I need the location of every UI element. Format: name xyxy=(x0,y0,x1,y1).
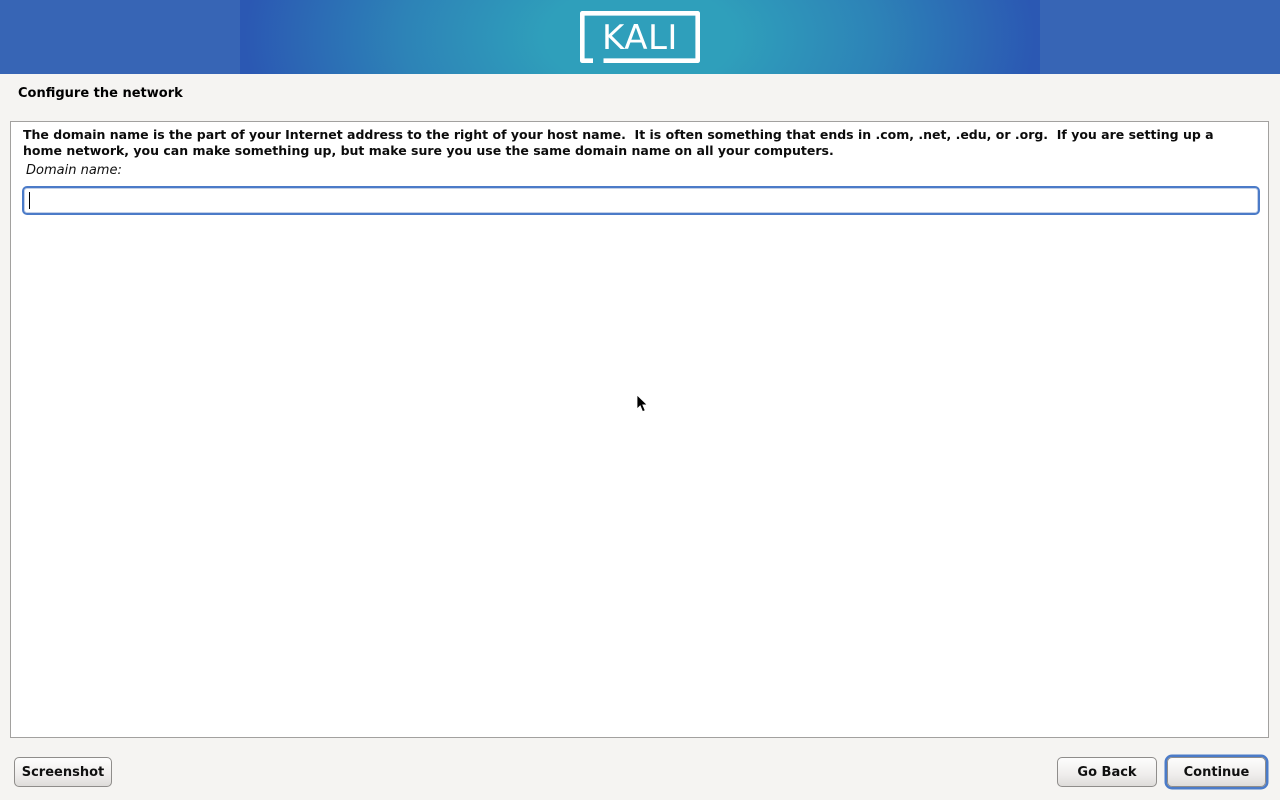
domain-name-input[interactable] xyxy=(22,186,1260,215)
kali-logo-text: KALI xyxy=(602,18,678,58)
domain-input-wrap xyxy=(22,186,1260,215)
screenshot-button-label: Screenshot xyxy=(21,764,105,780)
domain-name-label: Domain name: xyxy=(26,163,122,178)
continue-button-label: Continue xyxy=(1183,764,1250,780)
page-title: Configure the network xyxy=(18,86,183,101)
network-description: The domain name is the part of your Internet address to the right of your host name. It is often something that ends in .com, .net, .edu, or .org. If you are setting up a home network, you can make something up, but make sure you use the same domain name on all your computers. xyxy=(23,127,1218,158)
header-banner xyxy=(0,0,1280,74)
screenshot-button[interactable] xyxy=(14,757,112,787)
content-panel xyxy=(10,121,1269,738)
go-back-button[interactable] xyxy=(1057,757,1157,787)
kali-logo-icon xyxy=(577,9,703,65)
go-back-button-label: Go Back xyxy=(1077,764,1137,780)
header-banner-center xyxy=(240,0,1040,74)
header-side-right xyxy=(1040,0,1280,74)
header-side-left xyxy=(0,0,240,74)
continue-button[interactable] xyxy=(1167,757,1266,787)
